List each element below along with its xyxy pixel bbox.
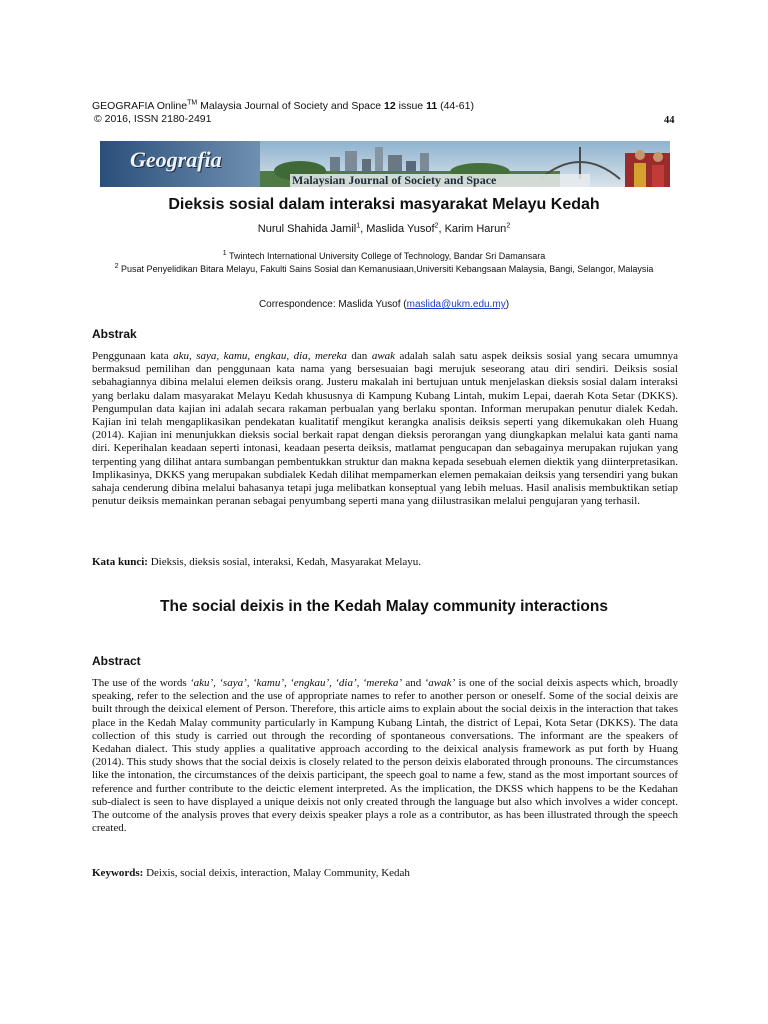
keywords [92, 867, 678, 880]
journal-banner [100, 141, 670, 187]
kata-kunci-label: Kata kunci: [92, 556, 148, 568]
affiliation-text: Pusat Penyelidikan Bitara Melayu, Fakulti Sains Sosial dan Kemanusiaan,Universiti Kebangsaan Malaysia, Bangi, Selangor, Malaysia [118, 264, 654, 274]
abstract-text: is one of the social deixis aspects which, broadly speaking, refer to the selection and the use of appropriate names to refer to another person or oneself. Some of the social deixis are built through the deixical element of Person. Therefore, this article aims to explain about the social deixis in the interaction that takes place in the Kedah Malay community particularly in Kampung Kubang Lintah, the district of Lepai, Kota Setar (DKKS). The data collection of this study is carried out through the recording of spontaneous conversations. The informant are the speakers of Kedahan dialect. This study applies a qualitative approach according to the deixical analysis framework as put forth by Huang (2014). This study shows that the social deixis is closely related to the person deixis elaborated through pronouns. The circumstances like the intonation, the circumstances of the deixis participant, the speech goal to name a few, stand as the most important sources of reference and further contribute to the deictic element interpreted. As the implication, the DKSS which happens to be the Kedahan sub-dialect is seen to have displayed a unique deixis not only created through the language but also which involves a wider concept. The outcome of the analysis proves that every deixis speaker plays a role as a contributor, as has been illustrated through the speech created. [92, 677, 678, 835]
issue-number: 11 [426, 100, 438, 112]
author-affiliation-mark: 2 [506, 222, 511, 230]
author-name: Maslida Yusof [366, 223, 435, 235]
correspondence-close: ) [505, 299, 510, 310]
volume-number: 12 [384, 100, 396, 112]
affiliation-1 [0, 251, 768, 261]
abstrak-and: dan [346, 350, 372, 362]
abstract-last-pronoun: ‘awak’ [424, 677, 456, 689]
title-english: The social deixis in the Kedah Malay community interactions [160, 598, 608, 615]
affiliation-text: Twintech International University College of Technology, Bandar Sri Damansara [226, 251, 546, 261]
page-number: 44 [664, 115, 675, 126]
abstrak-last-pronoun: awak [371, 350, 396, 362]
abstract-and: and [402, 677, 425, 689]
kata-kunci [92, 556, 678, 569]
affiliation-mark: 2 [114, 263, 119, 270]
author-affiliation-mark: 2 [434, 222, 439, 230]
abstract-body [92, 677, 678, 835]
correspondence [0, 299, 768, 310]
affiliation-mark: 1 [222, 250, 227, 257]
author-list: Nurul Shahida Jamil$^1$, Maslida Yusof$^2$, Karim Harun$^2$ [257, 222, 511, 235]
title-malay: Dieksis sosial dalam interaksi masyarakat Melayu Kedah [168, 196, 600, 213]
abstrak-lead: Penggunaan kata [92, 350, 174, 362]
banner-logo-text: Geografia [130, 147, 222, 172]
keywords-text: Deixis, social deixis, interaction, Malay Community, Kedah [143, 867, 410, 879]
page-range: (44-61) [437, 100, 474, 112]
journal-header [92, 100, 682, 126]
abstrak-heading: Abstrak [92, 327, 137, 341]
author-name: Karim Harun [444, 223, 507, 235]
copyright-line: © 2016, ISSN 2180-2491 [94, 113, 212, 125]
journal-name: Malaysia Journal of Society and Space [197, 100, 385, 112]
issue-word: issue [395, 100, 427, 112]
correspondence-label: Correspondence: Maslida Yusof ( [258, 299, 407, 310]
abstract-lead: The use of the words [92, 677, 190, 689]
abstract-heading: Abstract [92, 654, 141, 668]
trademark: TM [187, 99, 198, 107]
abstrak-body [92, 350, 678, 508]
journal-citation [92, 100, 682, 113]
abstrak-pronouns: aku, saya, kamu, engkau, dia, mereka [173, 350, 347, 362]
abstrak-text: adalah salah satu aspek deiksis sosial yang secara umumnya bermaksud pemilihan dan penggunaan kata nama yang bersesuaian bagi merujuk seseorang atau diri sendiri. Deiksis sosial sebahagiannya dibina melalui elemen deiksis orang. Justeru makalah ini bertujuan untuk menjelaskan dieksis sosial dalam interaksi yang berlaku dalam masyarakat Melayu Kedah khususnya di Kampung Kubang Lintah, mukim Lepai, daerah Kota Setar (DKKS). Pengumpulan data kajian ini adalah secara rakaman perbualan yang berlaku spontan. Informan merupakan penutur dialek Kedah. Kajian ini telah mengaplikasikan pendekatan kualitatif mengikut kerangka analisis deiksis seperti yang dikemukakan oleh Huang (2014). Kajian ini menunjukkan dieksis social berkait rapat dengan dieksis perorangan yang diungkapkan melalui kata ganti nama diri. Keperihalan keadaan seperti intonasi, keadaan peserta deiksis, matlamat pengucapan dan sebagainya merupakan rujukan yang terpenting yang dilihat antara sumbangan pembentukkan struktur dan makna kepada sesebuah elemen diektik yang diinterpretasikan. Implikasinya, DKKS yang merupakan subdialek Kedah dilihat mempamerkan elemen pemakaian deiksis yang tersendiri yang bukan sahaja cenderung dibina melalui bahasanya tetapi juga melibatkan konseptual yang lebih meluas. Hasil analisis membuktikan setiap penutur deiksis memainkan peranan sebagai penyumbang seperti mana yang diilustrasikan melalui pengujaran yang terhasil. [92, 350, 678, 508]
abstract-pronouns: ‘aku’, ‘saya’, ‘kamu’, ‘engkau’, ‘dia’, ‘mereka’ [189, 677, 403, 689]
author-name: Nurul Shahida Jamil [257, 223, 357, 235]
correspondence-email-link[interactable]: maslida@ukm.edu.my [406, 299, 506, 310]
affiliation-2 [80, 264, 688, 275]
author-affiliation-mark: 1 [356, 222, 361, 230]
keywords-label: Keywords: [92, 867, 144, 879]
banner-subtitle: Malaysian Journal of Society and Space [292, 173, 497, 187]
journal-prefix: GEOGRAFIA Online [92, 100, 188, 112]
kata-kunci-text: Dieksis, dieksis sosial, interaksi, Kedah, Masyarakat Melayu. [147, 556, 422, 568]
